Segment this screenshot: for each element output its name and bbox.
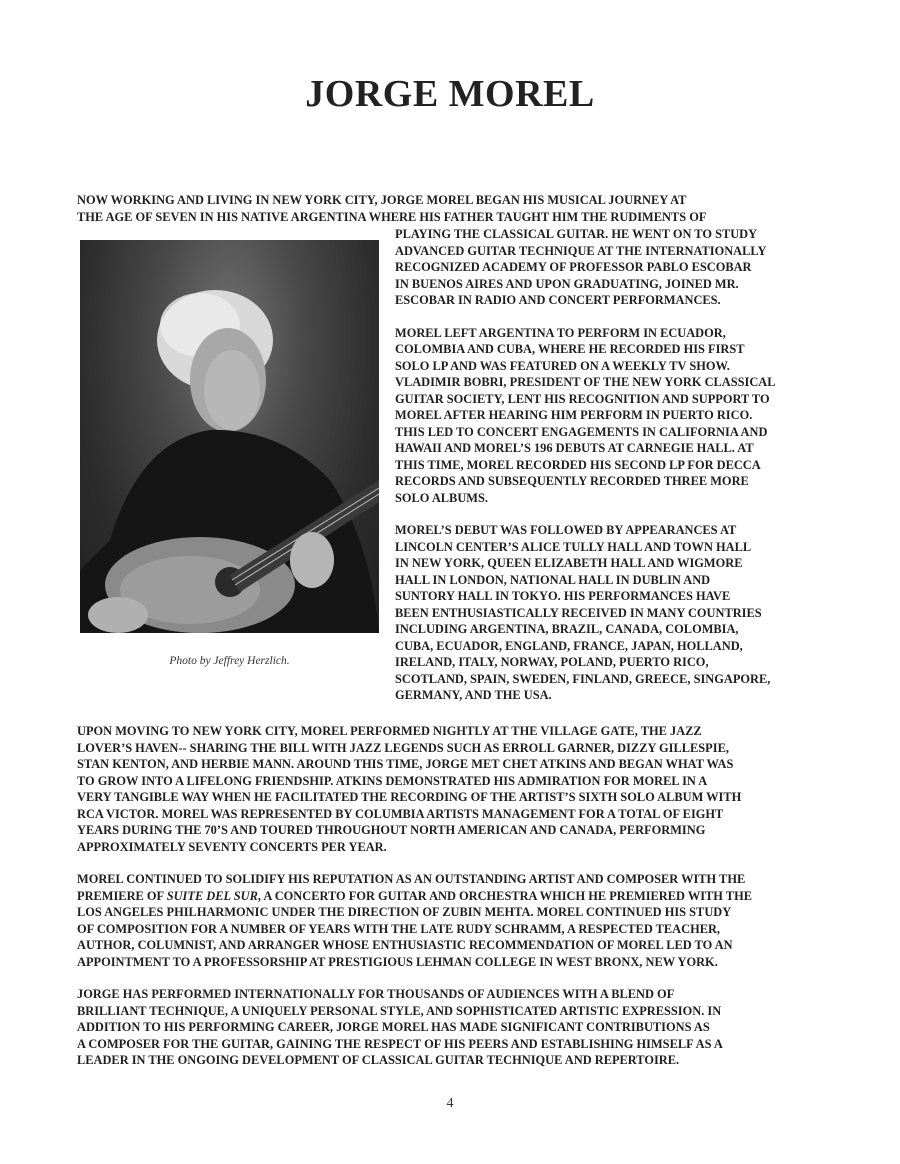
text-line: ESCOBAR IN RADIO AND CONCERT PERFORMANCES. [395, 293, 721, 307]
paragraph-composer [77, 871, 837, 970]
text-line [77, 888, 837, 905]
text-line: YEARS DURING THE 70’S AND TOURED THROUGHOUT NORTH AMERICAN AND CANADA, PERFORMING [77, 823, 706, 837]
text-line: A COMPOSER FOR THE GUITAR, GAINING THE RESPECT OF HIS PEERS AND ESTABLISHING HIMSELF AS A [77, 1036, 723, 1051]
text-line: MOREL CONTINUED TO SOLIDIFY HIS REPUTATION AS AN OUTSTANDING ARTIST AND COMPOSER WITH THE [77, 872, 746, 886]
text-line: IRELAND, ITALY, NORWAY, POLAND, PUERTO RICO, [395, 655, 709, 669]
full-width-section [77, 723, 837, 1069]
text-line: JORGE HAS PERFORMED INTERNATIONALLY FOR THOUSANDS OF AUDIENCES WITH A BLEND OF [77, 987, 675, 1001]
photo-caption: Photo by Jeffrey Herzlich. [169, 655, 290, 667]
text-line: TO GROW INTO A LIFELONG FRIENDSHIP. ATKINS DEMONSTRATED HIS ADMIRATION FOR MOREL IN A [77, 773, 708, 788]
text-line: CUBA, ECUADOR, ENGLAND, FRANCE, JAPAN, HOLLAND, [395, 638, 743, 653]
text-line: COLOMBIA AND CUBA, WHERE HE RECORDED HIS FIRST [395, 342, 745, 356]
text-line: ADVANCED GUITAR TECHNIQUE AT THE INTERNATIONALLY [395, 243, 767, 258]
text-line: GERMANY, AND THE USA. [395, 688, 552, 702]
paragraph-tours [395, 325, 835, 507]
text-line: RECORDS AND SUBSEQUENTLY RECORDED THREE MORE [395, 474, 749, 488]
intro-paragraph [77, 192, 837, 225]
text-line: APPOINTMENT TO A PROFESSORSHIP AT PRESTIGIOUS LEHMAN COLLEGE IN WEST BRONX, NEW YORK. [77, 954, 718, 969]
text-line: RCA VICTOR. MOREL WAS REPRESENTED BY COLUMBIA ARTISTS MANAGEMENT FOR A TOTAL OF EIGHT [77, 806, 724, 821]
text-line: HAWAII AND MOREL’S 196 DEBUTS AT CARNEGIE HALL. AT [395, 441, 754, 455]
text-line: IN BUENOS AIRES AND UPON GRADUATING, JOINED MR. [395, 276, 739, 291]
text-line: SOLO LP AND WAS FEATURED ON A WEEKLY TV SHOW. [395, 358, 730, 373]
text-line: MOREL LEFT ARGENTINA TO PERFORM IN ECUADOR, [395, 325, 726, 340]
paragraph-debut [395, 522, 835, 704]
text-line: LOS ANGELES PHILHARMONIC UNDER THE DIRECTION OF ZUBIN MEHTA. MOREL CONTINUED HIS STUDY [77, 905, 732, 919]
text-line: SCOTLAND, SPAIN, SWEDEN, FINLAND, GREECE, SINGAPORE, [395, 671, 771, 686]
text-line: BEEN ENTHUSIASTICALLY RECEIVED IN MANY COUNTRIES [395, 605, 762, 620]
text-line: LOVER’S HAVEN-- SHARING THE BILL WITH JAZZ LEGENDS SUCH AS ERROLL GARNER, DIZZY GILLESPIE, [77, 740, 729, 755]
text-fragment: , A CONCERTO FOR GUITAR AND ORCHESTRA WHICH HE PREMIERED WITH THE [257, 888, 752, 903]
text-line: BRILLIANT TECHNIQUE, A UNIQUELY PERSONAL STYLE, AND SOPHISTICATED ARTISTIC EXPRESSION. IN [77, 1003, 722, 1018]
text-line: NOW WORKING AND LIVING IN NEW YORK CITY, JORGE MOREL BEGAN HIS MUSICAL JOURNEY AT [77, 193, 687, 207]
paragraph-legacy [77, 986, 837, 1069]
text-line: PLAYING THE CLASSICAL GUITAR. HE WENT ON TO STUDY [395, 227, 758, 241]
text-fragment: PREMIERE OF [77, 888, 167, 903]
page-title: JORGE MOREL [305, 73, 595, 115]
text-line: STAN KENTON, AND HERBIE MANN. AROUND THIS TIME, JORGE MET CHET ATKINS AND BEGAN WHAT WAS [77, 757, 734, 771]
text-line: THIS TIME, MOREL RECORDED HIS SECOND LP FOR DECCA [395, 457, 761, 472]
guitarist-photo [80, 240, 379, 633]
text-line: LINCOLN CENTER’S ALICE TULLY HALL AND TOWN HALL [395, 539, 752, 554]
text-line: HALL IN LONDON, NATIONAL HALL IN DUBLIN AND [395, 572, 711, 587]
paragraph-new-york [77, 723, 837, 855]
text-line: APPROXIMATELY SEVENTY CONCERTS PER YEAR. [77, 839, 387, 854]
text-line: THE AGE OF SEVEN IN HIS NATIVE ARGENTINA WHERE HIS FATHER TAUGHT HIM THE RUDIMENTS OF [77, 209, 707, 224]
text-line: SUNTORY HALL IN TOKYO. HIS PERFORMANCES HAVE [395, 589, 731, 603]
text-line: UPON MOVING TO NEW YORK CITY, MOREL PERFORMED NIGHTLY AT THE VILLAGE GATE, THE JAZZ [77, 724, 702, 738]
text-line: GUITAR SOCIETY, LENT HIS RECOGNITION AND SUPPORT TO [395, 391, 770, 406]
text-line: MOREL’S DEBUT WAS FOLLOWED BY APPEARANCES AT [395, 523, 737, 537]
paragraph-early-career [395, 226, 835, 309]
page-number: 4 [446, 1096, 454, 1111]
text-line: VLADIMIR BOBRI, PRESIDENT OF THE NEW YORK CLASSICAL [395, 375, 776, 389]
right-column [395, 226, 835, 704]
text-line: IN NEW YORK, QUEEN ELIZABETH HALL AND WIGMORE [395, 556, 743, 570]
text-line: VERY TANGIBLE WAY WHEN HE FACILITATED THE RECORDING OF THE ARTIST’S SIXTH SOLO ALBUM WITH [77, 790, 742, 804]
work-title: SUITE DEL SUR [166, 888, 258, 903]
text-line: SOLO ALBUMS. [395, 490, 488, 505]
text-line: THIS LED TO CONCERT ENGAGEMENTS IN CALIFORNIA AND [395, 424, 768, 439]
text-line: RECOGNIZED ACADEMY OF PROFESSOR PABLO ESCOBAR [395, 260, 752, 274]
text-line: LEADER IN THE ONGOING DEVELOPMENT OF CLASSICAL GUITAR TECHNIQUE AND REPERTOIRE. [77, 1053, 680, 1067]
text-line: OF COMPOSITION FOR A NUMBER OF YEARS WITH THE LATE RUDY SCHRAMM, A RESPECTED TEACHER, [77, 921, 721, 936]
text-line: AUTHOR, COLUMNIST, AND ARRANGER WHOSE ENTHUSIASTIC RECOMMENDATION OF MOREL LED TO AN [77, 938, 733, 952]
text-line: INCLUDING ARGENTINA, BRAZIL, CANADA, COLOMBIA, [395, 622, 739, 636]
text-line: MOREL AFTER HEARING HIM PERFORM IN PUERTO RICO. [395, 408, 753, 422]
text-line: ADDITION TO HIS PERFORMING CAREER, JORGE MOREL HAS MADE SIGNIFICANT CONTRIBUTIONS AS [77, 1020, 710, 1034]
